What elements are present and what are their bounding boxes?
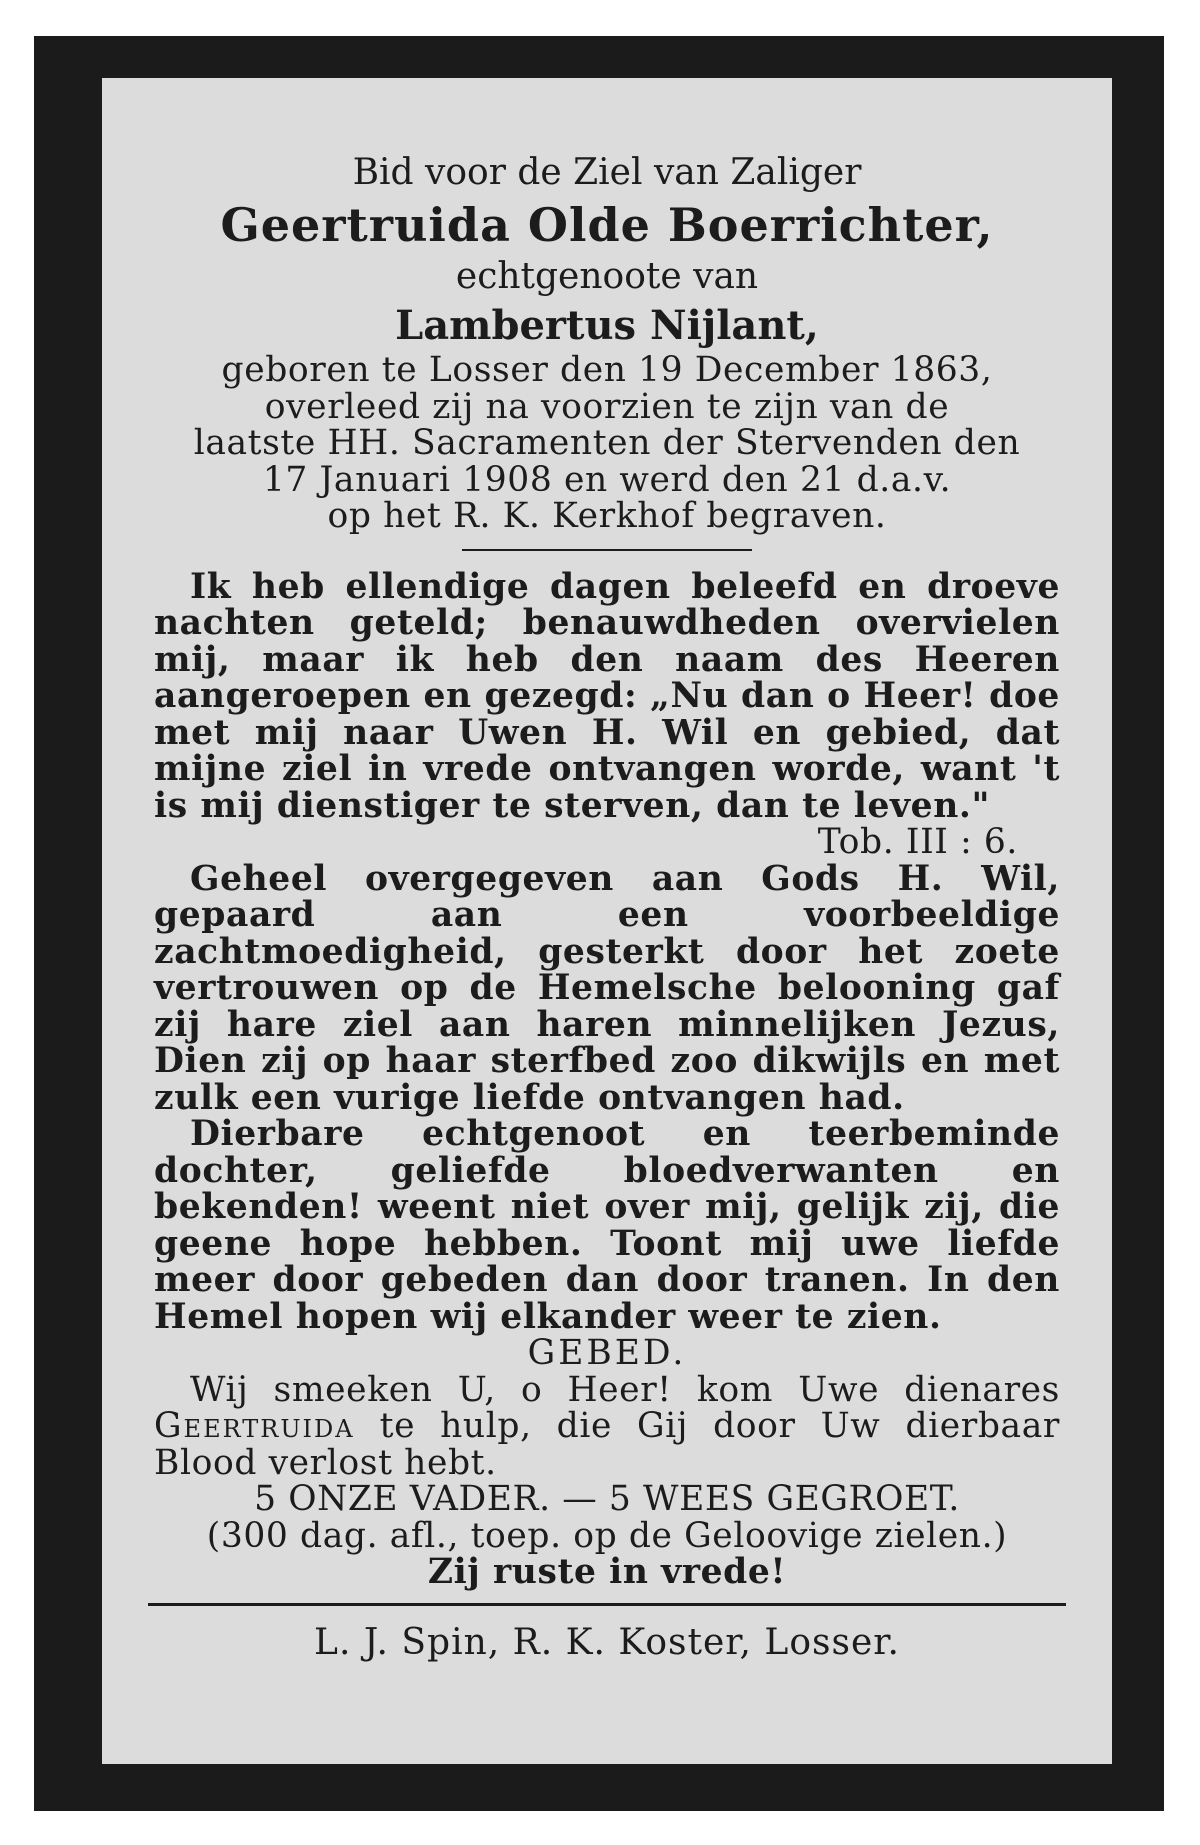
bible-quote: Ik heb ellendige dagen beleefd en droeve nachten geteld; benauwdheden overvielen mij, maar ik heb den naam des Heeren aangeroepen en gezegd: „Nu dan o Heer! doe met mij naar Uwen H. Wil en gebied, dat mijne ziel in vrede ontvangen worde, want 't is mij dienstiger te sterven, dan te leven." (154, 566, 1060, 826)
bio-line: op het R. K. Kerkhof begraven. (327, 496, 887, 536)
card-header: Bid voor de Ziel van Zaliger (352, 152, 862, 193)
spouse-intro: echtgenoote van (455, 256, 759, 297)
deceased-name: Geertruida Olde Boerrichter, (220, 198, 994, 252)
prayer-text (154, 1369, 1060, 1483)
divider (462, 549, 752, 551)
prayers-count: 5 ONZE VADER. — 5 WEES GEGROET. (254, 1479, 960, 1519)
quote-reference: Tob. III : 6. (817, 822, 1018, 862)
paragraph-virtues: Geheel overgegeven aan Gods H. Wil, gepaard aan een voorbeeldige zachtmoedigheid, gesterkt door het zoete vertrouwen op de Hemelsche belooning gaf zij hare ziel aan haren minnelijken Jezus, Dien zij op haar sterfbed zoo dikwijls en met zulk een vurige liefde ontvangen had. (154, 858, 1060, 1118)
bio-line: laatste HH. Sacramenten der Stervenden den (193, 423, 1021, 463)
bio-line: geboren te Losser den 19 December 1863, (221, 350, 993, 390)
prayer-name: Geertruida (154, 1406, 355, 1446)
card-content (154, 150, 1060, 1666)
bio-line: 17 Januari 1908 en werd den 21 d.a.v. (262, 459, 952, 500)
prayer-text-start: Wij smeeken U, o Heer! kom Uwe dienares (190, 1369, 1060, 1410)
prayer-text-end: te hulp, die Gij door Uw dierbaar Blood verlost hebt. (154, 1406, 1060, 1483)
paragraph-farewell: Dierbare echtgenoot en teerbeminde dochter, geliefde bloedverwanten en bekenden! weent niet over mij, gelijk zij, die geene hope hebben. Toont mij uwe liefde meer door gebeden dan door tranen. In den Hemel hopen wij elkander weer te zien. (154, 1114, 1060, 1337)
biography (154, 352, 1060, 535)
bio-line: overleed zij na voorzien te zijn van de (264, 386, 950, 427)
printer-credit: L. J. Spin, R. K. Koster, Losser. (314, 1621, 900, 1663)
indulgence: (300 dag. afl., toep. op de Geloovige zielen.) (206, 1515, 1008, 1556)
divider (148, 1603, 1066, 1606)
memorial-card (102, 78, 1112, 1764)
spouse-name: Lambertus Nijlant, (395, 302, 819, 349)
rest-in-peace: Zij ruste in vrede! (427, 1552, 787, 1592)
prayer-heading: GEBED. (527, 1333, 687, 1373)
